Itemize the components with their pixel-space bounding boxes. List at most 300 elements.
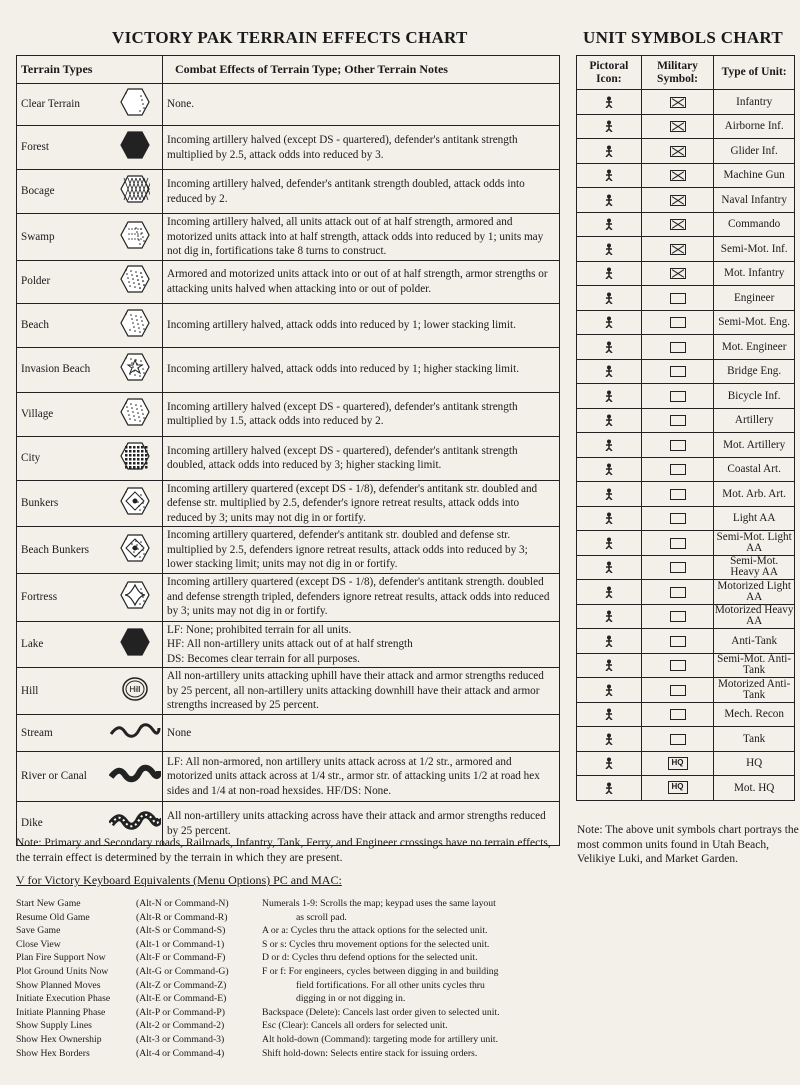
unit-row [577, 555, 795, 580]
menu-option: Plan Fire Support Now [16, 952, 106, 964]
mech-recon-pictorial-icon [603, 708, 615, 720]
terrain-row [17, 436, 560, 480]
menu-keys: (Alt-E or Command-E) [136, 993, 227, 1005]
military-symbol-cell [641, 212, 714, 237]
unit-row [577, 506, 795, 531]
unit-note: Note: The above unit symbols chart portrays the most common units found in Utah Beach, Velikiye Luki, and Market Garden. [577, 824, 799, 865]
terrain-effect: Incoming artillery halved (except DS - quartered), defender's antitank strength doubled, attack odds into reduced by 3; higher stacking limit. [163, 436, 560, 480]
commando-pictorial-icon [603, 218, 615, 230]
terrain-icon-cell [108, 573, 163, 621]
mot-arb-art-pictorial-icon [603, 488, 615, 500]
unit-row [577, 751, 795, 776]
military-symbol-cell [641, 261, 714, 286]
unit-row [577, 433, 795, 458]
bunkers-hex-icon [120, 486, 150, 521]
beach-bunkers-hex-icon [120, 533, 150, 568]
unit-type: Bicycle Inf. [714, 384, 795, 409]
pictorial-icon-cell [577, 335, 642, 360]
menu-option: Initiate Execution Phase [16, 993, 111, 1005]
unit-type: Naval Infantry [714, 188, 795, 213]
terrain-row [17, 260, 560, 303]
terrain-name: Polder [17, 260, 109, 303]
semi-mot-eng-pictorial-icon [603, 316, 615, 328]
menu-option: Show Planned Moves [16, 979, 101, 991]
pictorial-icon-cell [577, 482, 642, 507]
unit-type: Tank [714, 727, 795, 752]
pictorial-icon-cell [577, 90, 642, 115]
terrain-row [17, 621, 560, 668]
mot-engineer-pictorial-icon [603, 341, 615, 353]
terrain-icon-cell [108, 84, 163, 126]
mot-hq-symbol-icon [668, 781, 688, 794]
unit-type: Commando [714, 212, 795, 237]
menu-options-list [16, 897, 136, 1060]
terrain-name: Forest [17, 126, 109, 170]
military-symbol-cell [641, 604, 714, 629]
unit-chart-title: UNIT SYMBOLS CHART [583, 28, 784, 47]
unit-type: Engineer [714, 286, 795, 311]
military-symbol-cell [641, 727, 714, 752]
unit-row [577, 678, 795, 703]
terrain-row [17, 752, 560, 802]
pictorial-icon-cell [577, 653, 642, 678]
military-symbol-cell [641, 482, 714, 507]
airborne-symbol-icon [670, 121, 686, 132]
unit-row [577, 653, 795, 678]
terrain-icon-cell [108, 527, 163, 574]
terrain-row [17, 392, 560, 436]
terrain-effect: All non-artillery units attacking uphill have their attack and armor strengths reduced by 25 percent, all non-artillery units attacking downhill have their attack and armor strengths increased by 25 percent. [163, 668, 560, 715]
terrain-name: Invasion Beach [17, 347, 109, 392]
terrain-row [17, 214, 560, 261]
coastal-art-pictorial-icon [603, 463, 615, 475]
unit-row [577, 310, 795, 335]
menu-keys: (Alt-S or Command-S) [136, 925, 226, 937]
military-symbol-cell [641, 163, 714, 188]
terrain-row [17, 714, 560, 752]
semi-mot-heavy-aa-symbol-icon [670, 562, 686, 573]
hq-symbol-label: HQ [671, 757, 684, 767]
unit-type: Mot. Infantry [714, 261, 795, 286]
pictorial-icon-cell [577, 727, 642, 752]
military-symbol-cell [641, 506, 714, 531]
key-description: Numerals 1-9: Scrolls the map; keypad uses the same layout [262, 898, 496, 909]
terrain-name: City [17, 436, 109, 480]
pictorial-icon-cell [577, 751, 642, 776]
menu-keys: (Alt-3 or Command-3) [136, 1033, 225, 1045]
hq-symbol-icon [668, 757, 688, 770]
terrain-icon-cell [108, 347, 163, 392]
menu-option: Save Game [16, 925, 61, 937]
terrain-effect: Incoming artillery halved, defender's antitank strength doubled, attack odds into reduced by 2. [163, 170, 560, 214]
unit-type: Artillery [714, 408, 795, 433]
semi-mot-inf-symbol-icon [670, 244, 686, 255]
unit-type: Light AA [714, 506, 795, 531]
hq-symbol-label: HQ [671, 782, 684, 792]
engineer-pictorial-icon [603, 292, 615, 304]
unit-type: HQ [714, 751, 795, 776]
forest-hex-icon [120, 130, 150, 165]
pictorial-icon-cell [577, 408, 642, 433]
military-symbol-cell [641, 384, 714, 409]
glider-symbol-icon [670, 146, 686, 157]
unit-row [577, 212, 795, 237]
unit-type: Mot. HQ [714, 776, 795, 801]
terrain-icon-cell [108, 621, 163, 668]
military-symbol-cell [641, 555, 714, 580]
pictorial-icon-cell [577, 261, 642, 286]
unit-row [577, 261, 795, 286]
terrain-header-row [17, 56, 560, 84]
military-symbol-cell [641, 433, 714, 458]
unit-row [577, 335, 795, 360]
unit-type: Mech. Recon [714, 702, 795, 727]
terrain-row [17, 347, 560, 392]
unit-type: Semi-Mot. Eng. [714, 310, 795, 335]
stream-icon [109, 716, 161, 751]
military-symbol-cell [641, 335, 714, 360]
unit-type: Mot. Arb. Art. [714, 482, 795, 507]
machine-gun-symbol-icon [670, 170, 686, 181]
motorized-heavy-aa-symbol-icon [670, 611, 686, 622]
key-description: Shift hold-down: Selects entire stack for issuing orders. [262, 1047, 478, 1059]
motorized-light-aa-symbol-icon [670, 587, 686, 598]
bicycle-inf-pictorial-icon [603, 390, 615, 402]
unit-row [577, 727, 795, 752]
anti-tank-pictorial-icon [603, 635, 615, 647]
military-symbol-cell [641, 776, 714, 801]
terrain-effect: Incoming artillery halved (except DS - quartered), defender's antitank strength multiplied by 2.5, attack odds into reduced by 3. [163, 126, 560, 170]
key-description: A or a: Cycles thru the attack options for the selected unit. [262, 925, 488, 937]
beach-hex-icon [120, 308, 150, 343]
terrain-name: Stream [17, 714, 109, 752]
military-symbol-cell [641, 139, 714, 164]
pictorial-icon-cell [577, 604, 642, 629]
pictorial-icon-cell [577, 580, 642, 605]
artillery-pictorial-icon [603, 414, 615, 426]
unit-row [577, 286, 795, 311]
unit-type: Motorized Light AA [714, 580, 795, 605]
military-symbol-cell [641, 310, 714, 335]
terrain-effect: Incoming artillery quartered, defender's antitank str. doubled and defense str. multiplied by 2.5, defenders ignore retreat results, attack odds into reduced by 3; lower stacking limit; units may not dig in or fortify. [163, 527, 560, 574]
terrain-name: Hill [17, 668, 109, 715]
menu-keys: (Alt-R or Command-R) [136, 911, 228, 923]
pictorial-icon-cell [577, 531, 642, 556]
semi-mot-light-aa-symbol-icon [670, 538, 686, 549]
pictorial-icon-cell [577, 237, 642, 262]
key-description: S or s: Cycles thru movement options for the selected unit. [262, 938, 490, 950]
terrain-effect: Incoming artillery quartered (except DS - 1/8), defender's antitank str. doubled and defense str. multiplied by 2.5, defender's ignore retreat results, attack odds into reduced by 3; units may not dig in or fortify. [163, 480, 560, 527]
terrain-name: Fortress [17, 573, 109, 621]
engineer-symbol-icon [670, 293, 686, 304]
pictorial-icon-cell [577, 433, 642, 458]
military-symbol-cell [641, 408, 714, 433]
fortress-hex-icon [120, 580, 150, 615]
unit-row [577, 457, 795, 482]
mot-engineer-symbol-icon [670, 342, 686, 353]
unit-row [577, 408, 795, 433]
unit-type: Motorized Heavy AA [714, 604, 794, 628]
pictorial-icon-cell [577, 555, 642, 580]
unit-type: Anti-Tank [714, 629, 795, 654]
semi-mot-anti-tank-pictorial-icon [603, 659, 615, 671]
unit-row [577, 163, 795, 188]
mot-infantry-symbol-icon [670, 268, 686, 279]
terrain-icon-cell [108, 436, 163, 480]
coastal-art-symbol-icon [670, 464, 686, 475]
terrain-effect: Incoming artillery halved, attack odds into reduced by 1; higher stacking limit. [163, 347, 560, 392]
unit-type: Airborne Inf. [714, 114, 795, 139]
unit-row [577, 114, 795, 139]
terrain-name: Bocage [17, 170, 109, 214]
tank-pictorial-icon [603, 733, 615, 745]
infantry-symbol-icon [670, 97, 686, 108]
terrain-row [17, 303, 560, 347]
terrain-types-header: Terrain Types [17, 56, 163, 84]
military-symbol-cell [641, 751, 714, 776]
key-description: Esc (Clear): Cancels all orders for selected unit. [262, 1020, 448, 1032]
unit-type: Mot. Engineer [714, 335, 795, 360]
unit-row [577, 384, 795, 409]
terrain-name: Swamp [17, 214, 109, 261]
pictorial-icon-cell [577, 188, 642, 213]
menu-keys: (Alt-1 or Command-1) [136, 938, 225, 950]
menu-keys-list [136, 897, 258, 1060]
military-symbol-cell [641, 457, 714, 482]
terrain-effect: Armored and motorized units attack into or out of at half strength, armor strengths or attacking units halved when attacking into or out of polder. [163, 260, 560, 303]
bridge-eng-pictorial-icon [603, 365, 615, 377]
lake-hex-icon [120, 627, 150, 662]
svg-text:Hill: Hill [129, 684, 141, 694]
motorized-anti-tank-symbol-icon [670, 685, 686, 696]
pictorial-icon-header: Pictoral Icon: [577, 56, 642, 90]
unit-type: Mot. Artillery [714, 433, 795, 458]
menu-keys: (Alt-G or Command-G) [136, 965, 229, 977]
terrain-effect: None. [163, 84, 560, 126]
terrain-effect: LF: None; prohibited terrain for all units. HF: All non-artillery units attack out of at half strength DS: Becomes clear terrain for all purposes. [163, 621, 560, 668]
terrain-effect: None [163, 714, 560, 752]
terrain-row [17, 668, 560, 715]
river-icon [109, 759, 161, 794]
terrain-name: Village [17, 392, 109, 436]
menu-option: Show Hex Ownership [16, 1033, 102, 1045]
terrain-effect: LF: All non-armored, non artillery units attack across at 1/2 str., armored and motorized units attack across at 1/4 str., armor str. of attacking units 1/2 at road hex sides and 1/4 at non-road hexsides. HF/DS: None. [163, 752, 560, 802]
unit-symbols-table [576, 55, 795, 801]
pictorial-icon-cell [577, 359, 642, 384]
motorized-light-aa-pictorial-icon [603, 586, 615, 598]
bocage-hex-icon [120, 174, 150, 209]
artillery-symbol-icon [670, 415, 686, 426]
unit-row [577, 139, 795, 164]
military-symbol-header: Military Symbol: [641, 56, 714, 90]
terrain-icon-cell [108, 714, 163, 752]
light-aa-pictorial-icon [603, 512, 615, 524]
pictorial-icon-cell [577, 286, 642, 311]
unit-type-header: Type of Unit: [714, 56, 795, 90]
terrain-row [17, 573, 560, 621]
terrain-effects-table [16, 55, 560, 846]
menu-keys: (Alt-Z or Command-Z) [136, 979, 227, 991]
terrain-name: Bunkers [17, 480, 109, 527]
menu-option: Close View [16, 938, 61, 950]
military-symbol-cell [641, 702, 714, 727]
unit-row [577, 188, 795, 213]
unit-type: Semi-Mot. Heavy AA [714, 555, 795, 580]
terrain-name: Beach [17, 303, 109, 347]
unit-row [577, 482, 795, 507]
unit-row [577, 580, 795, 605]
military-symbol-cell [641, 580, 714, 605]
unit-row [577, 359, 795, 384]
terrain-icon-cell [108, 214, 163, 261]
menu-option: Show Supply Lines [16, 1020, 92, 1032]
terrain-icon-cell [108, 480, 163, 527]
menu-keys: (Alt-P or Command-P) [136, 1006, 225, 1018]
semi-mot-anti-tank-symbol-icon [670, 660, 686, 671]
mot-hq-pictorial-icon [603, 782, 615, 794]
mot-artillery-pictorial-icon [603, 439, 615, 451]
pictorial-icon-cell [577, 506, 642, 531]
mot-infantry-pictorial-icon [603, 267, 615, 279]
unit-type: Coastal Art. [714, 457, 795, 482]
terrain-icon-cell [108, 752, 163, 802]
pictorial-icon-cell [577, 139, 642, 164]
hq-pictorial-icon [603, 757, 615, 769]
pictorial-icon-cell [577, 310, 642, 335]
unit-type: Machine Gun [714, 163, 795, 188]
menu-keys: (Alt-2 or Command-2) [136, 1020, 225, 1032]
unit-type: Bridge Eng. [714, 359, 795, 384]
motorized-anti-tank-pictorial-icon [603, 684, 615, 696]
menu-option: Show Hex Borders [16, 1047, 90, 1059]
menu-keys: (Alt-4 or Command-4) [136, 1047, 225, 1059]
city-hex-icon [120, 441, 150, 476]
key-description: digging in or not digging in. [296, 993, 406, 1005]
menu-keys: (Alt-F or Command-F) [136, 952, 226, 964]
unit-type: Motorized Anti-Tank [714, 678, 795, 703]
unit-row [577, 702, 795, 727]
unit-row [577, 237, 795, 262]
terrain-effect: Incoming artillery halved, attack odds into reduced by 1; lower stacking limit. [163, 303, 560, 347]
infantry-pictorial-icon [603, 96, 615, 108]
terrain-icon-cell [108, 668, 163, 715]
village-hex-icon [120, 397, 150, 432]
pictorial-icon-cell [577, 114, 642, 139]
combat-effects-header: Combat Effects of Terrain Type; Other Terrain Notes [163, 56, 560, 84]
terrain-effect: Incoming artillery quartered (except DS - 1/8), defender's antitank strength. doubled and defense strength tripled, defenders ignore retreat results, attack odds into reduced by 3; units may not dig in or fortify. [163, 573, 560, 621]
unit-type: Semi-Mot. Anti-Tank [714, 653, 795, 678]
menu-option: Initiate Planning Phase [16, 1006, 106, 1018]
motorized-heavy-aa-pictorial-icon [603, 610, 615, 622]
semi-mot-inf-pictorial-icon [603, 243, 615, 255]
airborne-pictorial-icon [603, 120, 615, 132]
menu-option: Resume Old Game [16, 911, 90, 923]
military-symbol-cell [641, 629, 714, 654]
pictorial-icon-cell [577, 212, 642, 237]
bridge-eng-symbol-icon [670, 366, 686, 377]
terrain-row [17, 170, 560, 214]
naval-infantry-symbol-icon [670, 195, 686, 206]
swamp-hex-icon [120, 220, 150, 255]
terrain-effect: Incoming artillery halved (except DS - quartered), defender's antitank strength multiplied by 1.5, attack odds into reduced by 2. [163, 392, 560, 436]
keyboard-title: V for Victory Keyboard Equivalents (Menu Options) PC and MAC: [16, 873, 342, 887]
key-description: as scroll pad. [296, 911, 347, 923]
pictorial-icon-cell [577, 163, 642, 188]
military-symbol-cell [641, 188, 714, 213]
anti-tank-symbol-icon [670, 636, 686, 647]
mot-artillery-symbol-icon [670, 440, 686, 451]
terrain-name: Beach Bunkers [17, 527, 109, 574]
other-keys-list [262, 897, 562, 1060]
terrain-row [17, 480, 560, 527]
pictorial-icon-cell [577, 776, 642, 801]
terrain-name: Clear Terrain [17, 84, 109, 126]
mot-arb-art-symbol-icon [670, 489, 686, 500]
terrain-effect: Incoming artillery halved, all units attack out of at half strength, armored and motorized units attack into at half strength, attack odds into reduced by 1; units may not dig in, fortifications take 8 turns to construct. [163, 214, 560, 261]
terrain-row [17, 527, 560, 574]
semi-mot-light-aa-pictorial-icon [603, 537, 615, 549]
key-description: field fortifications. For all other units cycles thru [296, 979, 485, 991]
key-description: F or f: For engineers, cycles between digging in and building [262, 965, 499, 977]
military-symbol-cell [641, 653, 714, 678]
mech-recon-symbol-icon [670, 709, 686, 720]
unit-header-row [577, 56, 795, 90]
pictorial-icon-cell [577, 384, 642, 409]
terrain-icon-cell [108, 170, 163, 214]
military-symbol-cell [641, 359, 714, 384]
invasion-beach-hex-icon [120, 352, 150, 387]
menu-keys: (Alt-N or Command-N) [136, 898, 229, 909]
terrain-icon-cell [108, 260, 163, 303]
menu-option: Plot Ground Units Now [16, 965, 109, 977]
bicycle-inf-symbol-icon [670, 391, 686, 402]
terrain-name: Lake [17, 621, 109, 668]
light-aa-symbol-icon [670, 513, 686, 524]
military-symbol-cell [641, 237, 714, 262]
pictorial-icon-cell [577, 678, 642, 703]
unit-row [577, 776, 795, 801]
unit-row [577, 629, 795, 654]
military-symbol-cell [641, 286, 714, 311]
terrain-name: Dike [17, 802, 109, 846]
semi-mot-heavy-aa-pictorial-icon [603, 561, 615, 573]
unit-row [577, 90, 795, 115]
pictorial-icon-cell [577, 702, 642, 727]
terrain-icon-cell [108, 126, 163, 170]
glider-pictorial-icon [603, 145, 615, 157]
key-description: Backspace (Delete): Cancels last order given to selected unit. [262, 1006, 500, 1018]
unit-row [577, 531, 795, 556]
naval-infantry-pictorial-icon [603, 194, 615, 206]
military-symbol-cell [641, 531, 714, 556]
key-description: Alt hold-down (Command): targeting mode for artillery unit. [262, 1033, 499, 1045]
pictorial-icon-cell [577, 457, 642, 482]
semi-mot-eng-symbol-icon [670, 317, 686, 328]
terrain-icon-cell [108, 303, 163, 347]
terrain-row [17, 126, 560, 170]
unit-type: Glider Inf. [714, 139, 795, 164]
military-symbol-cell [641, 114, 714, 139]
machine-gun-pictorial-icon [603, 169, 615, 181]
military-symbol-cell [641, 90, 714, 115]
tank-symbol-icon [670, 734, 686, 745]
polder-hex-icon [120, 264, 150, 299]
unit-type: Semi-Mot. Light AA [714, 531, 795, 556]
clear-hex-icon [120, 87, 150, 122]
terrain-name: River or Canal [17, 752, 109, 802]
pictorial-icon-cell [577, 629, 642, 654]
unit-type: Infantry [714, 90, 795, 115]
